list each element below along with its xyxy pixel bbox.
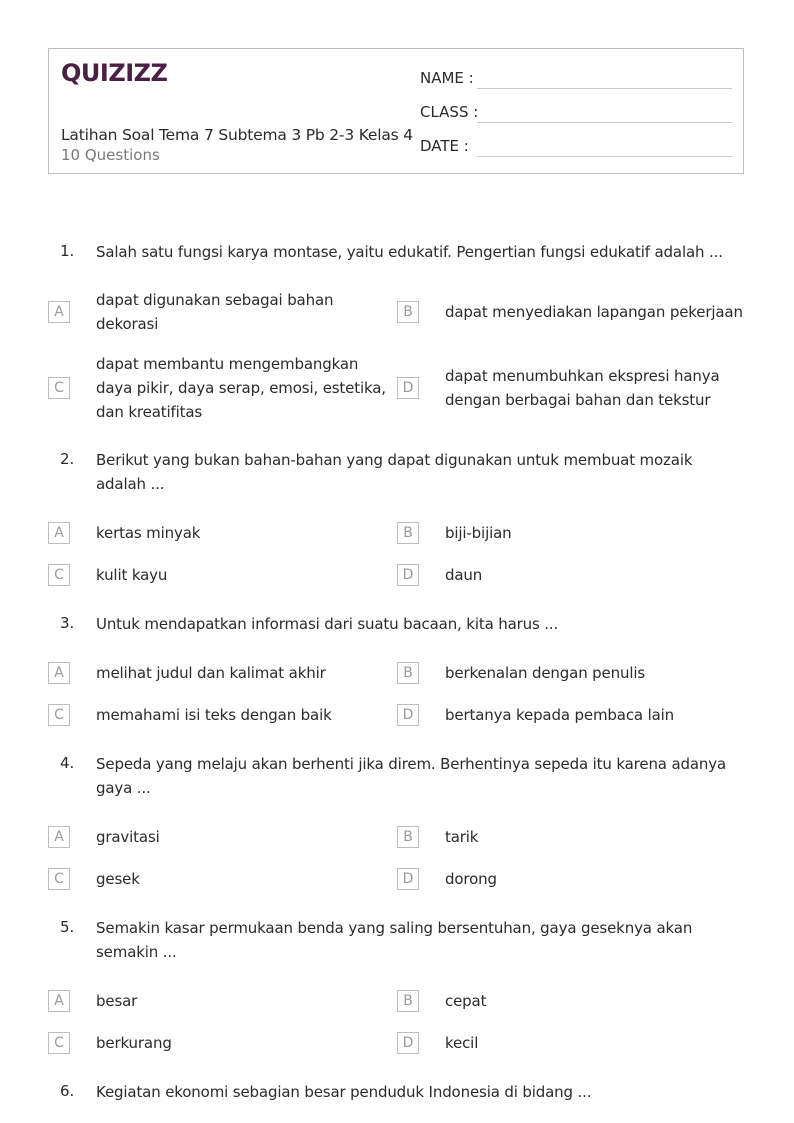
option-text: kecil bbox=[445, 1034, 479, 1052]
question-number: 1. bbox=[60, 242, 75, 260]
worksheet-title: Latihan Soal Tema 7 Subtema 3 Pb 2-3 Kelas 4 bbox=[61, 126, 413, 144]
option-letter-box: A bbox=[48, 522, 70, 544]
name-label: NAME : bbox=[420, 69, 474, 87]
option-text: gravitasi bbox=[96, 828, 160, 846]
question-text: Kegiatan ekonomi sebagian besar penduduk Indonesia di bidang ... bbox=[96, 1083, 592, 1101]
option-letter-box: A bbox=[48, 662, 70, 684]
option-letter-box: A bbox=[48, 301, 70, 323]
question-number: 6. bbox=[60, 1082, 75, 1100]
option-letter-box: C bbox=[48, 868, 70, 890]
option-text: dorong bbox=[445, 870, 497, 888]
option-letter-box: B bbox=[397, 301, 419, 323]
option-text: dapat digunakan sebagai bahan dekorasi bbox=[96, 291, 334, 333]
option-text: melihat judul dan kalimat akhir bbox=[96, 664, 326, 682]
option-letter-box: A bbox=[48, 826, 70, 848]
date-label: DATE : bbox=[420, 137, 469, 155]
option-text: biji-bijian bbox=[445, 524, 512, 542]
option-text: berkurang bbox=[96, 1034, 172, 1052]
quizizz-logo: QUIZIZZ bbox=[61, 59, 168, 87]
date-line bbox=[477, 156, 732, 157]
option-text: kulit kayu bbox=[96, 566, 168, 584]
option-letter-box: B bbox=[397, 522, 419, 544]
question-text: Salah satu fungsi karya montase, yaitu edukatif. Pengertian fungsi edukatif adalah ... bbox=[96, 243, 723, 261]
question-text: Semakin kasar permukaan benda yang saling bersentuhan, gaya geseknya akan semakin ... bbox=[96, 919, 693, 961]
question-count: 10 Questions bbox=[61, 146, 160, 164]
option-letter-box: B bbox=[397, 826, 419, 848]
option-text: bertanya kepada pembaca lain bbox=[445, 706, 675, 724]
option-letter-box: C bbox=[48, 1032, 70, 1054]
option-text: dapat membantu mengembangkan daya pikir, daya serap, emosi, estetika, dan kreatifitas bbox=[96, 355, 386, 421]
option-text: cepat bbox=[445, 992, 487, 1010]
option-text: gesek bbox=[96, 870, 140, 888]
option-letter-box: C bbox=[48, 704, 70, 726]
class-line bbox=[477, 122, 732, 123]
option-letter-box: D bbox=[397, 868, 419, 890]
option-letter-box: D bbox=[397, 564, 419, 586]
question-number: 2. bbox=[60, 450, 75, 468]
question-number: 3. bbox=[60, 614, 75, 632]
option-text: kertas minyak bbox=[96, 524, 201, 542]
option-letter-box: A bbox=[48, 990, 70, 1012]
option-text: dapat menumbuhkan ekspresi hanya dengan berbagai bahan dan tekstur bbox=[445, 367, 720, 409]
option-letter-box: D bbox=[397, 704, 419, 726]
option-text: tarik bbox=[445, 828, 479, 846]
class-label: CLASS : bbox=[420, 103, 479, 121]
option-letter-box: B bbox=[397, 990, 419, 1012]
option-letter-box: B bbox=[397, 662, 419, 684]
question-text: Berikut yang bukan bahan-bahan yang dapat digunakan untuk membuat mozaik adalah ... bbox=[96, 451, 693, 493]
option-letter-box: D bbox=[397, 1032, 419, 1054]
worksheet-header bbox=[48, 48, 744, 174]
question-text: Sepeda yang melaju akan berhenti jika direm. Berhentinya sepeda itu karena adanya gaya ... bbox=[96, 755, 727, 797]
option-text: daun bbox=[445, 566, 483, 584]
option-text: besar bbox=[96, 992, 138, 1010]
question-number: 5. bbox=[60, 918, 75, 936]
option-letter-box: D bbox=[397, 377, 419, 399]
option-text: dapat menyediakan lapangan pekerjaan bbox=[445, 303, 743, 321]
option-text: berkenalan dengan penulis bbox=[445, 664, 646, 682]
question-text: Untuk mendapatkan informasi dari suatu bacaan, kita harus ... bbox=[96, 615, 559, 633]
option-letter-box: C bbox=[48, 377, 70, 399]
name-line bbox=[477, 88, 732, 89]
option-text: memahami isi teks dengan baik bbox=[96, 706, 332, 724]
question-number: 4. bbox=[60, 754, 75, 772]
option-letter-box: C bbox=[48, 564, 70, 586]
